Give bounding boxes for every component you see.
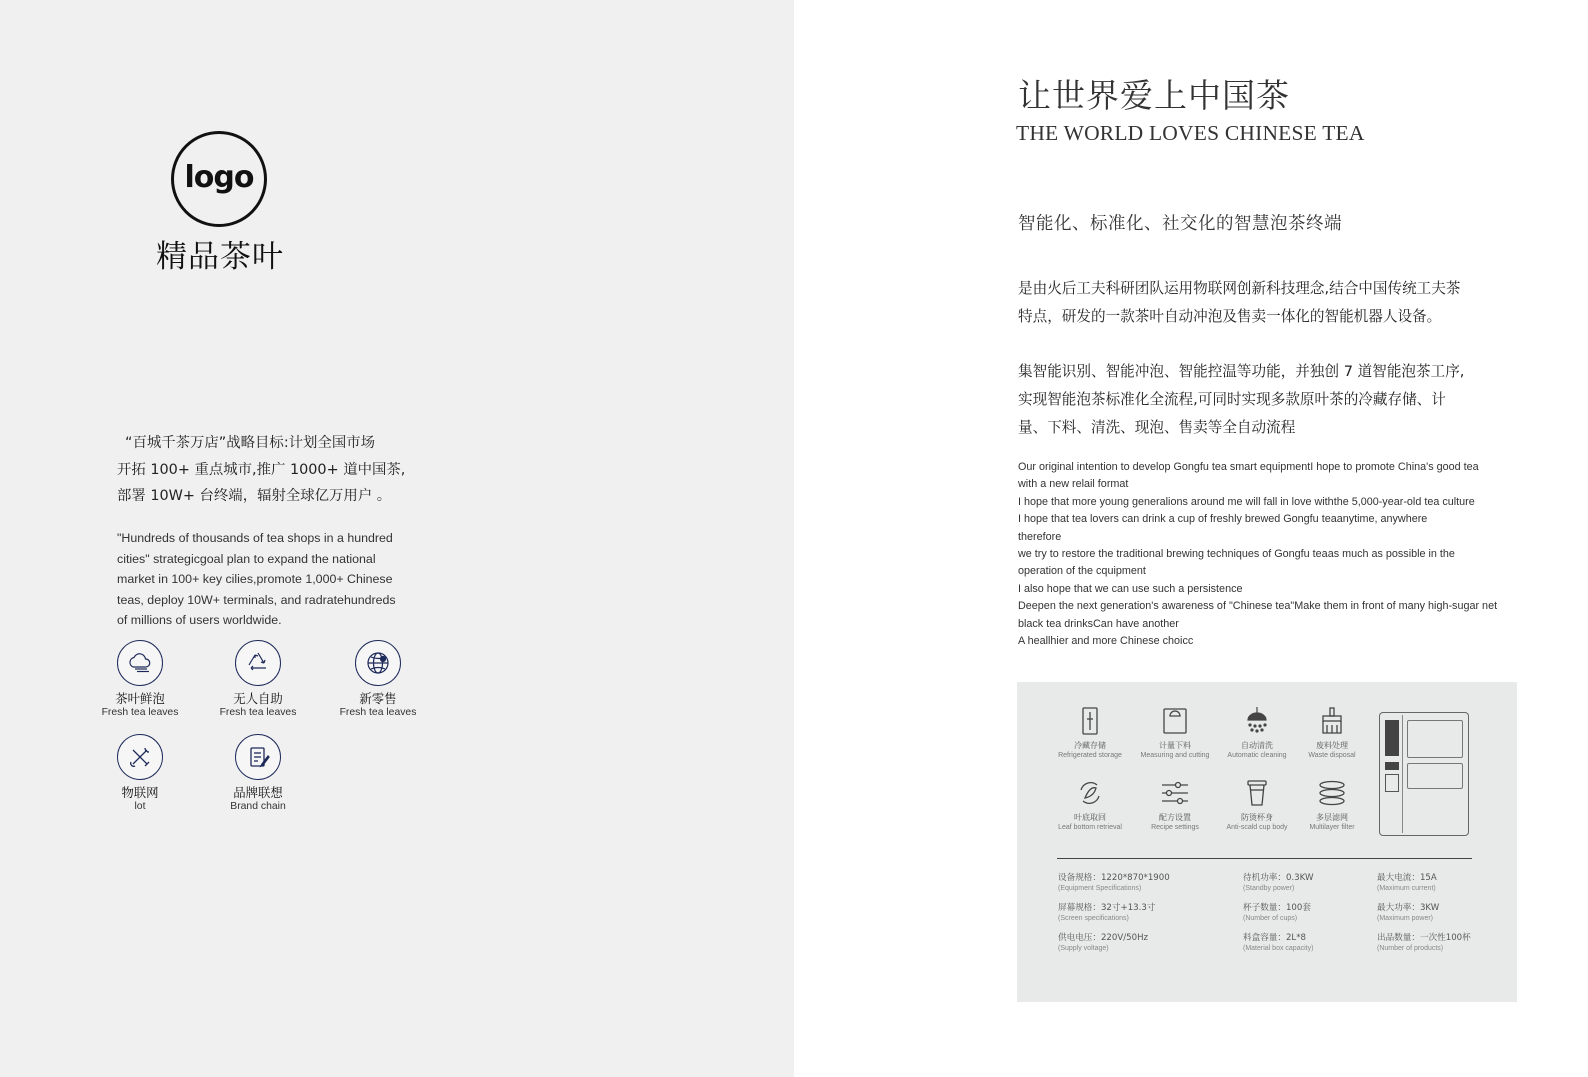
fridge-icon — [1073, 704, 1107, 738]
strategy-goal-en — [117, 528, 417, 631]
spec-label-en: Refrigerated storage — [1058, 752, 1122, 759]
spec-value: 最大功率：3KW — [1377, 903, 1440, 913]
recycle-icon — [235, 640, 281, 686]
spec-label-cn: 防烫杯身 — [1241, 813, 1273, 822]
spec-label-cn: 自动清洗 — [1241, 741, 1273, 750]
machine-panel-lower — [1407, 763, 1463, 789]
feature-label-cn: 无人自助 — [233, 691, 283, 706]
spec-item-leaf-retrieval — [1045, 776, 1135, 832]
document-edit-icon — [235, 734, 281, 780]
feature-label-cn: 品牌联想 — [233, 785, 283, 800]
english-statement — [1018, 459, 1518, 650]
spec-item-recipe — [1130, 776, 1220, 832]
globe-icon — [355, 640, 401, 686]
feature-new-retail — [313, 640, 443, 719]
feature-label-en: Brand chain — [230, 801, 286, 812]
feature-label-en: lot — [134, 801, 146, 812]
spec-value-en: (Screen specifications) — [1058, 915, 1129, 922]
shower-icon — [1240, 704, 1274, 738]
spec-label-en: Automatic cleaning — [1227, 752, 1287, 759]
statement-line: therefore — [1018, 530, 1062, 543]
spec-value: 最大电流：15A — [1377, 873, 1437, 883]
feature-iot — [75, 734, 205, 813]
logo-text: logo — [184, 159, 254, 195]
spec-cup-count — [1243, 903, 1311, 924]
spec-item-refrigerated — [1045, 704, 1135, 760]
goal-en-line: "Hundreds of thousands of tea shops in a hundred — [117, 531, 393, 545]
spec-value: 待机功率：0.3KW — [1243, 873, 1314, 883]
feature-label-en: Fresh tea leaves — [219, 707, 297, 718]
machine-divider — [1402, 715, 1403, 833]
statement-line: black tea drinksCan have another — [1018, 617, 1179, 630]
brush-icon — [1315, 704, 1349, 738]
spec-panel — [1017, 682, 1517, 1002]
feature-label-en: Fresh tea leaves — [101, 707, 179, 718]
strategy-goal-cn — [117, 430, 427, 510]
brand-name: 精品茶叶 — [156, 239, 284, 275]
logo — [171, 131, 267, 227]
machine-outlet — [1385, 774, 1399, 792]
spec-value-en: (Material box capacity) — [1243, 945, 1314, 952]
goal-cn-line: 部署 10W+ 台终端，辐射全球亿万用户 。 — [117, 488, 392, 504]
machine-screen — [1385, 720, 1399, 756]
feature-label-cn: 茶叶鲜泡 — [115, 691, 165, 706]
right-page — [794, 0, 1588, 1077]
spec-max-current — [1377, 873, 1437, 894]
feature-label-en: Fresh tea leaves — [339, 707, 417, 718]
spec-label-en: Recipe settings — [1151, 824, 1199, 831]
statement-line: with a new relail format — [1018, 478, 1129, 491]
sliders-icon — [1158, 776, 1192, 810]
cloud-icon — [117, 640, 163, 686]
statement-line: Our original intention to develop Gongfu tea smart equipmentI hope to promote China's good tea — [1018, 461, 1479, 473]
spec-item-waste — [1287, 704, 1377, 760]
spec-value-en: (Supply voltage) — [1058, 945, 1109, 952]
leaf-recycle-icon — [1073, 776, 1107, 810]
spec-standby-power — [1243, 873, 1313, 894]
statement-line: operation of the cquipment — [1018, 565, 1146, 578]
filter-icon — [1315, 776, 1349, 810]
spec-value-en: (Number of cups) — [1243, 915, 1298, 922]
tools-icon — [117, 734, 163, 780]
spec-label-en: Anti-scald cup body — [1226, 824, 1288, 831]
spec-label-cn: 冷藏存储 — [1074, 741, 1106, 750]
goal-en-line: cities" strategicgoal plan to expand the national — [117, 551, 376, 566]
spec-label-cn: 叶底取回 — [1074, 813, 1106, 822]
headline-en: THE WORLD LOVES CHINESE TEA — [1016, 121, 1365, 145]
goal-cn-line: “百城千茶万店”战略目标:计划全国市场 — [125, 435, 376, 451]
features-paragraph — [1018, 358, 1518, 442]
feature-label-cn: 物联网 — [121, 785, 159, 800]
statement-line: A heallhier and more Chinese choicc — [1018, 635, 1194, 648]
statement-line: Deepen the next generation's awareness of "Chinese tea"Make them in front of many high-sugar net — [1018, 600, 1498, 613]
goal-en-line: of millions of users worldwide. — [117, 613, 282, 627]
machine-slot — [1385, 762, 1399, 770]
goal-cn-line: 开拓 100+ 重点城市,推广 1000+ 道中国茶, — [117, 461, 406, 478]
spec-value: 供电电压：220V/50Hz — [1058, 933, 1149, 943]
intro-line: 是由火后工夫科研团队运用物联网创新科技理念,结合中国传统工夫茶 — [1018, 280, 1461, 297]
spec-label-en: Multilayer filter — [1309, 824, 1355, 831]
spec-value: 料盒容量：2L*8 — [1243, 933, 1306, 943]
spec-equipment-size — [1058, 873, 1170, 894]
spec-value: 屏幕规格：32寸+13.3寸 — [1058, 903, 1156, 913]
statement-line: we try to restore the traditional brewing techniques of Gongfu teaas much as possible in the — [1018, 548, 1455, 561]
spec-value-en: (Maximum current) — [1377, 885, 1436, 892]
feature-fresh-brew — [75, 640, 205, 719]
spec-max-power — [1377, 903, 1439, 924]
features-line: 集智能识别、智能冲泡、智能控温等功能，并独创 7 道智能泡茶工序, — [1018, 363, 1465, 380]
statement-line: I hope that more young generalions around me will fall in love withthe 5,000-year-old tea culture — [1018, 495, 1475, 508]
spec-label-cn: 多层滤网 — [1316, 813, 1348, 822]
machine-illustration — [1379, 712, 1469, 836]
machine-panel-upper — [1407, 720, 1463, 758]
feature-label-cn: 新零售 — [359, 691, 397, 706]
spec-value-en: (Number of products) — [1377, 945, 1444, 952]
subtitle: 智能化、标准化、社交化的智慧泡茶终端 — [1018, 214, 1342, 234]
spec-value: 出品数量：一次性100杯 — [1377, 933, 1471, 943]
spec-value: 设备规格：1220*870*1900 — [1058, 873, 1170, 883]
feature-self-service — [193, 640, 323, 719]
goal-en-line: teas, deploy 10W+ terminals, and radratehundreds — [117, 592, 396, 607]
spec-item-measuring — [1130, 704, 1220, 760]
intro-paragraph — [1018, 275, 1518, 331]
spec-label-cn: 废料处理 — [1316, 741, 1348, 750]
spec-label-cn: 计量下料 — [1159, 741, 1191, 750]
scale-icon — [1158, 704, 1192, 738]
spec-supply-voltage — [1058, 933, 1148, 954]
statement-line: I hope that tea lovers can drink a cup of freshly brewed Gongfu teaanytime, anywhere — [1018, 513, 1428, 526]
features-line: 量、下料、清洗、现泡、售卖等全自动流程 — [1018, 419, 1296, 436]
goal-en-line: market in 100+ key cilies,promote 1,000+ Chinese — [117, 572, 393, 586]
spec-label-en: Waste disposal — [1308, 752, 1356, 759]
feature-brand-chain — [193, 734, 323, 813]
intro-line: 特点，研发的一款茶叶自动冲泡及售卖一体化的智能机器人设备。 — [1018, 308, 1442, 325]
cup-icon — [1240, 776, 1274, 810]
statement-line: I also hope that we can use such a persistence — [1018, 582, 1243, 595]
spec-screen — [1058, 903, 1155, 924]
spec-value-en: (Maximum power) — [1377, 915, 1434, 922]
features-line: 实现智能泡茶标准化全流程,可同时实现多款原叶茶的冷藏存储、计 — [1018, 391, 1446, 408]
spec-box-capacity — [1243, 933, 1313, 954]
spec-output — [1377, 933, 1471, 954]
spec-label-en: Leaf bottom retrieval — [1058, 824, 1122, 831]
spec-item-filter — [1287, 776, 1377, 832]
spec-value-en: (Standby power) — [1243, 885, 1295, 892]
spec-divider — [1057, 858, 1472, 859]
spec-value-en: (Equipment Specifications) — [1058, 885, 1142, 892]
spec-label-en: Measuring and cutting — [1140, 752, 1210, 759]
spec-label-cn: 配方设置 — [1159, 813, 1191, 822]
headline-cn: 让世界爱上中国茶 — [1018, 76, 1290, 115]
spec-value: 杯子数量：100套 — [1243, 903, 1311, 913]
